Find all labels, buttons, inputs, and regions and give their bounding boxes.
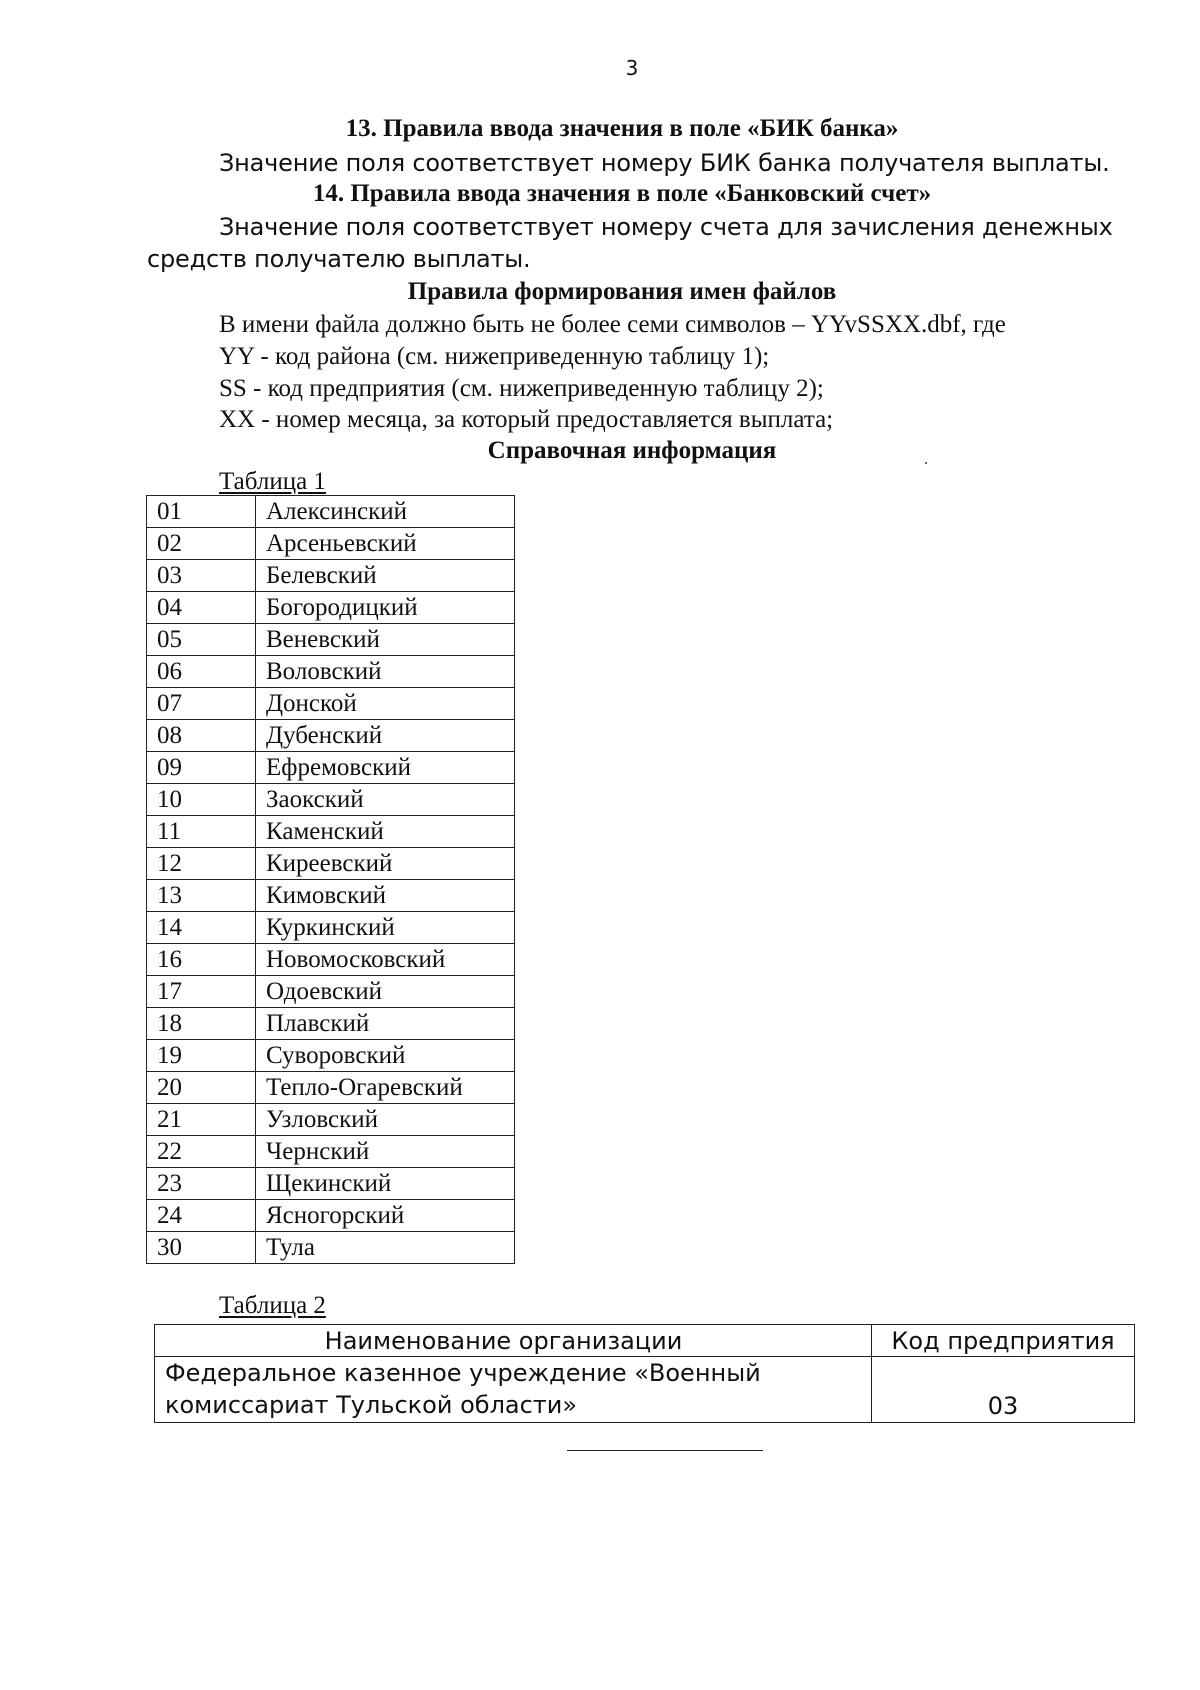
table-row	[147, 1200, 515, 1232]
district-code: 12	[147, 848, 256, 880]
districts-table	[146, 495, 515, 1264]
table-row	[147, 1040, 515, 1072]
table-row	[147, 1104, 515, 1136]
section-13-heading: 13. Правила ввода значения в поле «БИК банка»	[345, 115, 899, 142]
table-row	[147, 848, 515, 880]
table-header-row	[155, 1325, 1135, 1357]
district-code: 14	[147, 912, 256, 944]
section-14-text-line2: средств получателю выплаты.	[147, 245, 531, 273]
org-name-line1: Федеральное казенное учреждение «Военный	[165, 1359, 761, 1387]
reference-heading: Справочная информация	[487, 437, 777, 464]
district-name: Кимовский	[256, 880, 515, 912]
district-name: Ефремовский	[256, 752, 515, 784]
district-code: 24	[147, 1200, 256, 1232]
table-row	[147, 592, 515, 624]
district-code: 13	[147, 880, 256, 912]
district-name: Одоевский	[256, 976, 515, 1008]
district-code: 09	[147, 752, 256, 784]
district-name: Дубенский	[256, 720, 515, 752]
table-row	[147, 1232, 515, 1264]
stray-dot	[925, 462, 927, 464]
table-row	[147, 1168, 515, 1200]
district-name: Арсеньевский	[256, 528, 515, 560]
district-name: Ясногорский	[256, 1200, 515, 1232]
district-name: Веневский	[256, 624, 515, 656]
district-code: 16	[147, 944, 256, 976]
table-row	[147, 752, 515, 784]
district-name: Чернский	[256, 1136, 515, 1168]
district-name: Плавский	[256, 1008, 515, 1040]
district-code: 06	[147, 656, 256, 688]
district-code: 01	[147, 496, 256, 528]
district-code: 18	[147, 1008, 256, 1040]
district-name: Алексинский	[256, 496, 515, 528]
district-code: 10	[147, 784, 256, 816]
district-name: Тула	[256, 1232, 515, 1264]
district-name: Заокский	[256, 784, 515, 816]
district-name: Суворовский	[256, 1040, 515, 1072]
table-row	[147, 912, 515, 944]
district-name: Белевский	[256, 560, 515, 592]
table-row	[147, 784, 515, 816]
table-row	[155, 1357, 1135, 1423]
district-code: 05	[147, 624, 256, 656]
table-row	[147, 688, 515, 720]
end-divider	[567, 1450, 763, 1451]
district-code: 22	[147, 1136, 256, 1168]
district-code: 02	[147, 528, 256, 560]
district-code: 17	[147, 976, 256, 1008]
table-row	[147, 720, 515, 752]
file-names-line4: XX - номер месяца, за который предоставляется выплата;	[219, 406, 834, 433]
table-row	[147, 880, 515, 912]
table-row	[147, 944, 515, 976]
section-14-heading: 14. Правила ввода значения в поле «Банковский счет»	[312, 180, 932, 207]
district-code: 23	[147, 1168, 256, 1200]
district-code: 03	[147, 560, 256, 592]
table-row	[147, 528, 515, 560]
district-name: Куркинский	[256, 912, 515, 944]
file-names-line3: SS - код предприятия (см. нижеприведенную таблицу 2);	[219, 375, 824, 402]
page-number: 3	[625, 56, 639, 80]
file-names-line2: YY - код района (см. нижеприведенную таблицу 1);	[219, 343, 770, 370]
org-name-header: Наименование организации	[155, 1325, 872, 1357]
district-name: Киреевский	[256, 848, 515, 880]
org-code-header: Код предприятия	[872, 1325, 1135, 1357]
district-code: 30	[147, 1232, 256, 1264]
district-code: 04	[147, 592, 256, 624]
table2-caption: Таблица 2	[219, 1292, 326, 1319]
district-code: 08	[147, 720, 256, 752]
district-name: Донской	[256, 688, 515, 720]
district-code: 20	[147, 1072, 256, 1104]
table-row	[147, 560, 515, 592]
district-name: Тепло-Огаревский	[256, 1072, 515, 1104]
table-row	[147, 1136, 515, 1168]
organizations-table	[154, 1324, 1135, 1423]
section-14-text-line1: Значение поля соответствует номеру счета для зачисления денежных	[219, 213, 1113, 241]
district-name: Новомосковский	[256, 944, 515, 976]
org-code-cell: 03	[872, 1357, 1135, 1423]
section-13-text: Значение поля соответствует номеру БИК банка получателя выплаты.	[219, 149, 1110, 177]
table-row	[147, 1008, 515, 1040]
district-name: Узловский	[256, 1104, 515, 1136]
district-name: Богородицкий	[256, 592, 515, 624]
table-row	[147, 496, 515, 528]
org-name-line2: комиссариат Тульской области»	[165, 1391, 578, 1419]
district-name: Воловский	[256, 656, 515, 688]
table-row	[147, 624, 515, 656]
file-names-line1: В имени файла должно быть не более семи символов – YYvSSXX.dbf, где	[219, 311, 1006, 338]
table-row	[147, 816, 515, 848]
district-name: Щекинский	[256, 1168, 515, 1200]
table-row	[147, 656, 515, 688]
district-code: 19	[147, 1040, 256, 1072]
district-code: 07	[147, 688, 256, 720]
district-code: 21	[147, 1104, 256, 1136]
file-names-heading: Правила формирования имен файлов	[407, 278, 837, 305]
table1-caption: Таблица 1	[219, 468, 326, 495]
district-code: 11	[147, 816, 256, 848]
district-name: Каменский	[256, 816, 515, 848]
org-name-cell	[155, 1357, 872, 1423]
table-row	[147, 976, 515, 1008]
table-row	[147, 1072, 515, 1104]
